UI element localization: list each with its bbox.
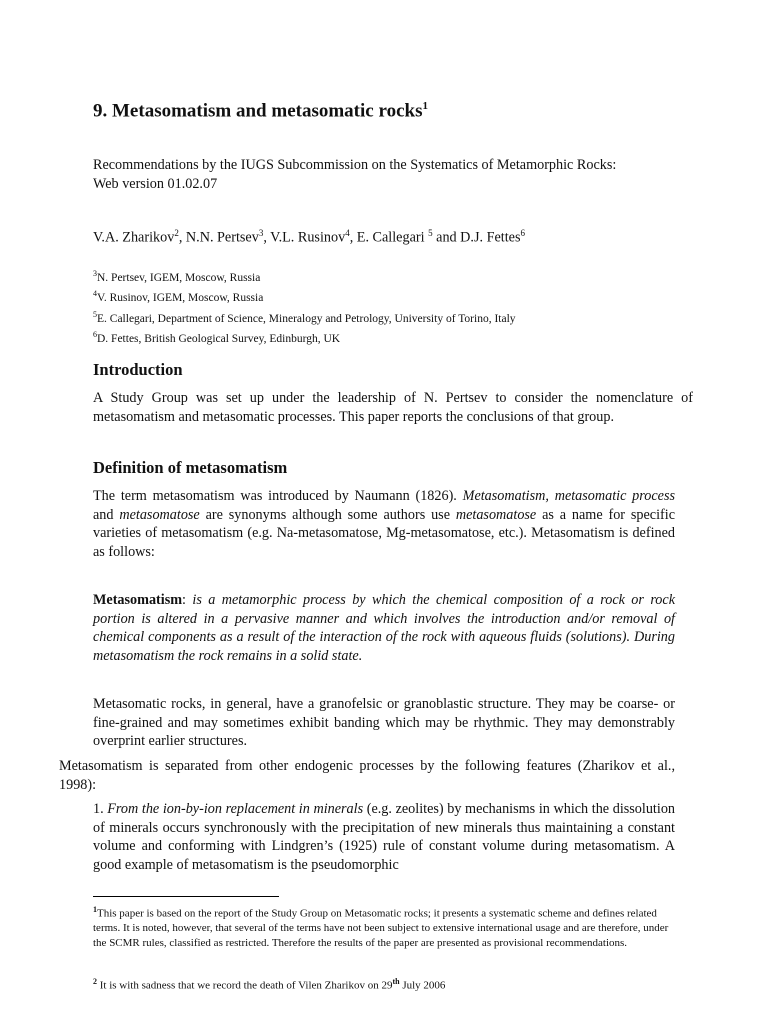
footnote-marker: 2 [93, 977, 97, 986]
affiliation-item [93, 266, 516, 286]
text-run: as a name for specific varieties of metasomatism (e.g. Na-metasomatose, Mg-metasomatose, etc.). Metasomatism is defined as follows: [93, 506, 675, 560]
footnote-text: July 2006 [399, 979, 446, 992]
affiliation-ref: 3 [93, 269, 97, 278]
subtitle [93, 156, 678, 193]
text-run: The term metasomatism was introduced by Naumann (1826). [93, 488, 463, 504]
ordinal-suffix: th [392, 977, 400, 986]
metasomatism-definition [93, 591, 675, 665]
author-ref-4: 4 [345, 228, 350, 238]
text-run: (e.g. zeolites) by mechanisms in which the dissolution of minerals occurs synchronously with the precipitation of new minerals thus maintaining a constant volume and conforming with Lindgren’s (1925) rule of constant volume during metasomatism. A good example of metasomatism is the pseudomorphic [93, 801, 676, 873]
footnote-text: This paper is based on the report of the Study Group on Metasomatic rocks; it presents a systematic scheme and defines related terms. It is noted, however, that several of the terms have not been subject to extensive international usage and are therefore, under the SCMR rules, classified as restricted. Therefore the results of the paper are presented as provisional recommendations. [93, 907, 669, 949]
italic-term: metasomatose [455, 506, 537, 523]
author-pertsev: , N.N. Pertsev [178, 229, 259, 246]
definition-paragraph-3: Metasomatism is separated from other endogenic processes by the following features (Zharikov et al., 1998): [59, 758, 675, 793]
affiliation-item [93, 286, 516, 306]
italic-term: metasomatose [119, 506, 200, 523]
subtitle-line-1: Recommendations by the IUGS Subcommission on the Systematics of Metamorphic Rocks: [93, 157, 617, 173]
author-callegari: , E. Callegari [349, 229, 429, 246]
subtitle-line-2: Web version 01.02.07 [93, 175, 218, 192]
author-ref-5: 5 [428, 228, 433, 238]
intro-heading: Introduction [93, 360, 183, 379]
affiliation-text: V. Rusinov, IGEM, Moscow, Russia [97, 292, 264, 305]
definition-text: is a metamorphic process by which the chemical composition of a rock or rock portion is altered in a pervasive manner and which involves the introduction and/or removal of chemical components as a result of the interaction of the rock with aqueous fluids (solutions). During metasomatism the rock remains in a solid state. [93, 592, 675, 664]
definition-paragraph-1 [93, 487, 675, 561]
italic-term: From the ion-by-ion replacement in minerals [107, 801, 364, 817]
definition-paragraph-2: Metasomatic rocks, in general, have a granofelsic or granoblastic structure. They may be coarse- or fine-grained and may sometimes exhibit banding which may be rhythmic. They may demonstrably overprint earlier structures. [93, 696, 675, 749]
author-fettes: and D.J. Fettes [432, 229, 521, 246]
affiliation-text: E. Callegari, Department of Science, Mineralogy and Petrology, University of Torino, Italy [97, 312, 516, 325]
footnote-2 [93, 975, 675, 993]
title-footnote-ref: 1 [422, 100, 428, 112]
author-ref-6: 6 [520, 228, 525, 238]
author-ref-3: 3 [258, 228, 264, 238]
affiliation-ref: 5 [93, 309, 97, 319]
definition-heading: Definition of metasomatism [93, 458, 288, 477]
title-text: 9. Metasomatism and metasomatic rocks [93, 100, 423, 122]
italic-term: Metasomatism, metasomatic process [462, 488, 675, 504]
affiliation-ref: 6 [93, 329, 97, 339]
affiliation-item [93, 327, 516, 347]
text-run: : [182, 592, 193, 608]
list-number: 1. [93, 801, 108, 817]
intro-paragraph: A Study Group was set up under the leadership of N. Pertsev to consider the nomenclature of metasomatism and metasomatic processes. This paper reports the conclusions of that group. [93, 390, 693, 425]
text-run: and [93, 506, 120, 523]
footnote-1 [93, 903, 675, 950]
author-list [93, 224, 693, 247]
affiliation-text: D. Fettes, British Geological Survey, Edinburgh, UK [97, 332, 341, 345]
footnote-marker: 1 [93, 905, 97, 914]
footnote-divider [93, 896, 279, 897]
paper-title [93, 100, 428, 122]
affiliation-item [93, 307, 516, 327]
affiliation-list [93, 266, 516, 347]
author-rusinov: , V.L. Rusinov [263, 229, 346, 246]
feature-list-item-1 [93, 800, 675, 874]
author-zharikov: V.A. Zharikov [93, 229, 175, 246]
text-run: are synonyms although some authors use [199, 506, 456, 523]
author-ref-2: 2 [174, 228, 179, 238]
footnote-text: It is with sadness that we record the death of Vilen Zharikov on 29 [99, 979, 393, 992]
affiliation-text: N. Pertsev, IGEM, Moscow, Russia [97, 271, 261, 284]
defined-term: Metasomatism [93, 592, 183, 608]
affiliation-ref: 4 [93, 289, 97, 299]
